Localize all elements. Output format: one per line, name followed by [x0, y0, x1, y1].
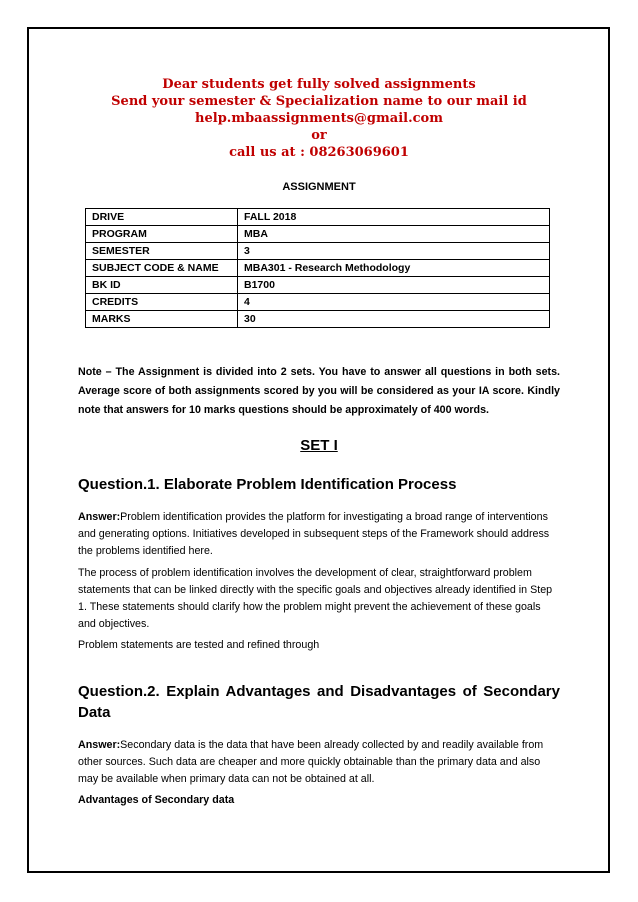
promo-line-1: Dear students get fully solved assignments [162, 77, 476, 92]
assignment-info-table [85, 208, 550, 328]
row-value: FALL 2018 [238, 209, 550, 226]
row-value: MBA301 - Research Methodology [238, 260, 550, 277]
question-1-title: Question.1. Elaborate Problem Identification Process [78, 476, 457, 493]
assignment-note: Note – The Assignment is divided into 2 sets. You have to answer all questions in both sets. Average score of both assignments scored by you will be considered as your IA score. Kindly note that answers for 10 marks questions should be approximately of 400 words. [78, 366, 560, 416]
table-row [86, 294, 550, 311]
row-value: B1700 [238, 277, 550, 294]
answer-label: Answer: [78, 511, 121, 523]
advantages-subheading: Advantages of Secondary data [78, 794, 235, 806]
answer-text: Secondary data is the data that have been already collected by and readily available from other sources. Such data are cheaper and more quickly obtainable than the primary data and also may be available when primary data can not be obtained at all. [78, 739, 544, 785]
row-key: BK ID [86, 277, 238, 294]
promo-line-2: Send your semester & Specialization name to our mail id [111, 94, 527, 109]
set-heading: SET I [300, 437, 338, 454]
question-2-title-line-2: Data [78, 704, 111, 721]
row-key: DRIVE [86, 209, 238, 226]
answer-label: Answer: [78, 739, 121, 751]
row-key: PROGRAM [86, 226, 238, 243]
table-row [86, 277, 550, 294]
row-value: 3 [238, 243, 550, 260]
promo-phone: call us at : 08263069601 [229, 145, 409, 160]
promo-line-or: or [311, 128, 327, 143]
assignment-title: ASSIGNMENT [282, 181, 356, 193]
row-key: SUBJECT CODE & NAME [86, 260, 238, 277]
promo-header [0, 76, 638, 161]
question-2-title [78, 681, 560, 723]
question-2-title-line-1: Question.2. Explain Advantages and Disadvantages of Secondary [78, 683, 560, 700]
question-1-paragraph-3: Problem statements are tested and refined through [78, 639, 320, 651]
row-key: SEMESTER [86, 243, 238, 260]
promo-email: help.mbaassignments@gmail.com [195, 111, 443, 126]
question-1-paragraph-2: The process of problem identification involves the development of clear, straightforward problem statements that can be linked directly with the specific goals and objectives already identified in Step 1. These statements should clarify how the problem might prevent the achievement of these goals and objectives. [78, 567, 553, 630]
row-value: MBA [238, 226, 550, 243]
question-2-answer [78, 737, 560, 788]
row-key: MARKS [86, 311, 238, 328]
table-row [86, 260, 550, 277]
row-key: CREDITS [86, 294, 238, 311]
table-row [86, 243, 550, 260]
table-row [86, 209, 550, 226]
table-row [86, 311, 550, 328]
question-1-answer [78, 509, 560, 560]
row-value: 30 [238, 311, 550, 328]
table-row [86, 226, 550, 243]
answer-text: Problem identification provides the platform for investigating a broad range of interventions and generating options. Initiatives developed in subsequent steps of the Framework should address the problems identified here. [78, 511, 550, 557]
row-value: 4 [238, 294, 550, 311]
